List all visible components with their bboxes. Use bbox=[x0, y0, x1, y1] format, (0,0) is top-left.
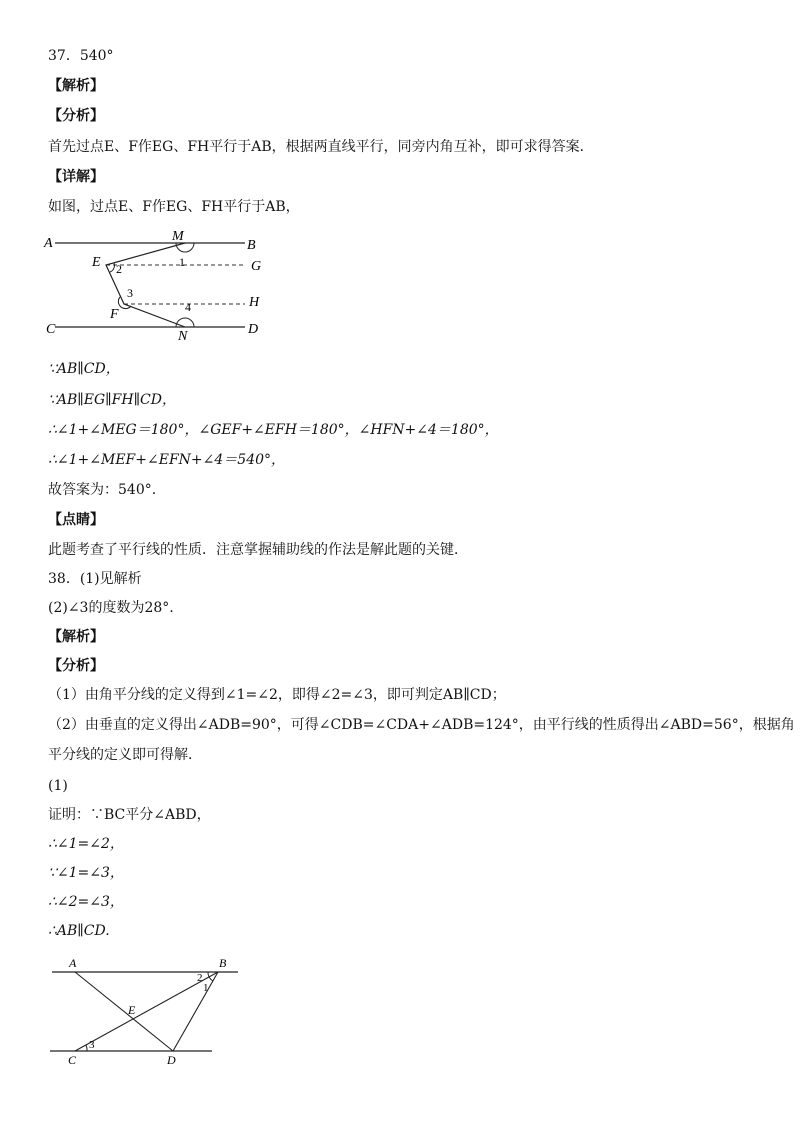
angle-2-arc bbox=[110, 263, 114, 272]
q38-heading: 38．(1)见解析 bbox=[48, 571, 142, 587]
q38-jiexi-title: 【解析】 bbox=[48, 629, 104, 645]
q37-intro: 如图，过点E、F作EG、FH平行于AB， bbox=[48, 199, 300, 215]
label-b: B bbox=[219, 956, 227, 970]
q37-figure bbox=[40, 225, 280, 345]
label-a: A bbox=[69, 956, 77, 970]
q38-fenxi-p2b: 平分线的定义即可得解． bbox=[48, 747, 202, 763]
q37-step-4: ∴∠1+∠MEF+∠EFN+∠4＝540°， bbox=[48, 452, 286, 468]
angle-2-arc bbox=[208, 972, 209, 977]
label-angle-1: 1 bbox=[203, 982, 209, 994]
label-e: E bbox=[92, 255, 101, 270]
angle-n-arc bbox=[176, 318, 194, 327]
q37-fenxi-text: 首先过点E、F作EG、FH平行于AB，根据两直线平行，同旁内角互补，即可求得答案． bbox=[48, 139, 594, 155]
label-c: C bbox=[68, 1053, 77, 1067]
label-n: N bbox=[178, 329, 188, 344]
angle-1-arc bbox=[209, 977, 213, 981]
label-c: C bbox=[46, 322, 56, 337]
q38-fenxi-p2a: （2）由垂直的定义得出∠ADB=90°，可得∠CDB=∠CDA+∠ADB=124°，由平行线的性质得出∠ABD=56°，根据角 bbox=[48, 717, 795, 733]
q38-proof-5: ∴AB∥CD. bbox=[48, 923, 110, 939]
q38-proof-4: ∴∠2=∠3， bbox=[48, 894, 124, 910]
label-g: G bbox=[251, 259, 262, 274]
q38-fenxi-p1: （1）由角平分线的定义得到∠1=∠2，即得∠2=∠3，即可判定AB∥CD； bbox=[48, 687, 506, 703]
label-angle-4: 4 bbox=[185, 300, 191, 314]
q38-figure bbox=[40, 955, 250, 1070]
q37-step-1: ∵AB∥CD， bbox=[48, 361, 120, 377]
q38-proof-3: ∵∠1=∠3， bbox=[48, 865, 124, 881]
q37-step-2: ∵AB∥EG∥FH∥CD， bbox=[48, 392, 176, 408]
label-e: E bbox=[128, 1003, 136, 1017]
q38-part1-label: (1) bbox=[48, 778, 68, 794]
label-angle-2: 2 bbox=[116, 262, 122, 276]
q37-step-3: ∴∠1+∠MEG＝180°，∠GEF+∠EFH＝180°，∠HFN+∠4＝180°， bbox=[48, 422, 499, 438]
label-d: D bbox=[248, 322, 259, 337]
q38-fenxi-title: 【分析】 bbox=[48, 658, 104, 674]
label-angle-2: 2 bbox=[197, 972, 203, 984]
q37-dianjing-text: 此题考查了平行线的性质．注意掌握辅助线的作法是解此题的关键． bbox=[48, 542, 468, 558]
q37-fenxi-title: 【分析】 bbox=[48, 108, 104, 124]
label-angle-3: 3 bbox=[127, 286, 133, 300]
q37-jiexi-title: 【解析】 bbox=[48, 78, 104, 94]
label-m: M bbox=[172, 229, 184, 244]
q37-dianjing-title: 【点睛】 bbox=[48, 512, 104, 528]
label-angle-1: 1 bbox=[179, 255, 185, 269]
q38-answer-2: (2)∠3的度数为28°. bbox=[48, 600, 174, 616]
label-f: F bbox=[110, 307, 119, 322]
label-d: D bbox=[167, 1053, 176, 1067]
q37-heading: 37．540° bbox=[48, 48, 114, 64]
angle-3-arc bbox=[86, 1045, 87, 1051]
q38-proof-2: ∴∠1=∠2， bbox=[48, 836, 124, 852]
q38-proof-1: 证明：∵BC平分∠ABD， bbox=[48, 807, 211, 823]
label-angle-3: 3 bbox=[89, 1039, 95, 1051]
label-a: A bbox=[44, 236, 53, 251]
q37-answer: 故答案为：540°. bbox=[48, 482, 157, 498]
label-h: H bbox=[249, 295, 260, 310]
q37-xiangjie-title: 【详解】 bbox=[48, 169, 104, 185]
label-b: B bbox=[247, 238, 256, 253]
